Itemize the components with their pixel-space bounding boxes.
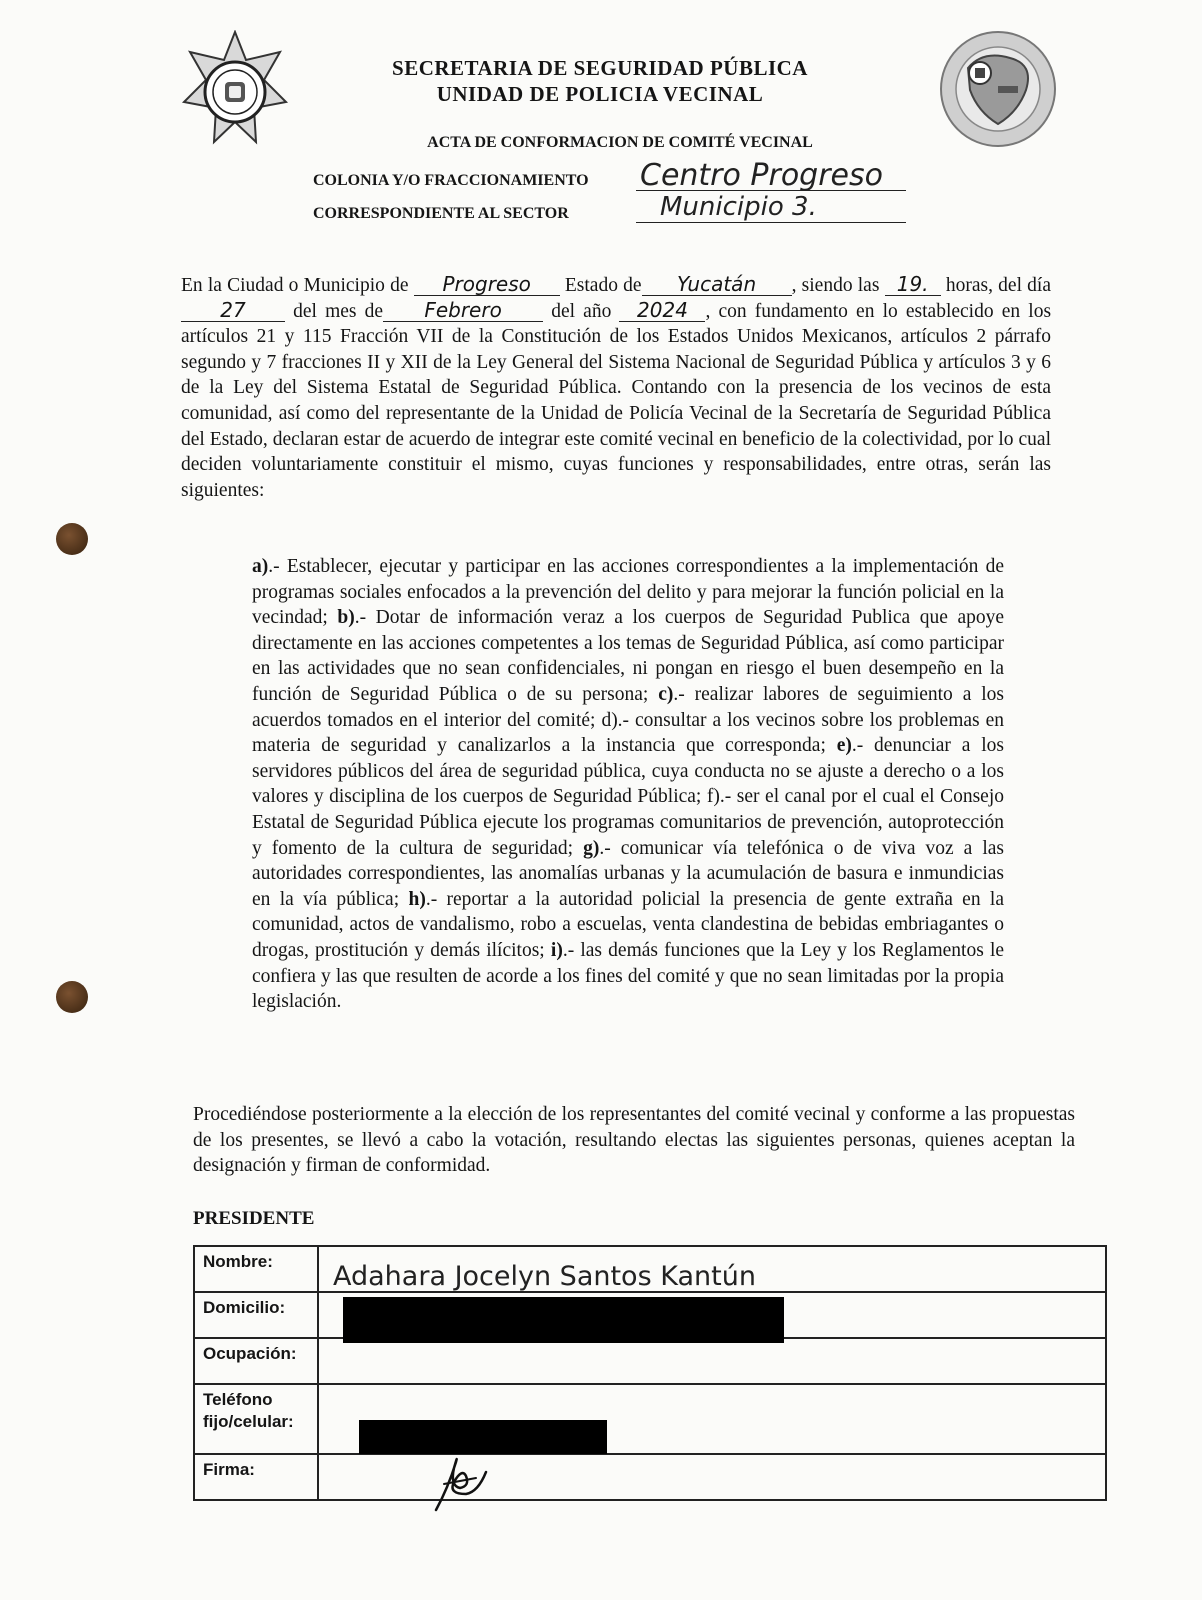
punch-hole-top: [56, 523, 88, 555]
election-paragraph: Procediéndose posteriormente a la elección de los representantes del comité vecinal y conforme a las propuestas de los presentes, se llevó a cabo la votación, resultando electas las siguientes personas, quienes aceptan la designación y firman de conformidad.: [193, 1104, 1075, 1177]
president-heading: PRESIDENTE: [193, 1208, 315, 1229]
star-badge-icon: [180, 30, 290, 155]
telefono-row: [194, 1384, 1106, 1454]
nombre-label: Nombre:: [194, 1246, 318, 1292]
president-form-table: [193, 1245, 1107, 1501]
function-b-mark: b): [337, 607, 355, 629]
function-h-mark: h): [408, 888, 426, 910]
domicilio-label: Domicilio:: [194, 1292, 318, 1338]
nombre-cell: [318, 1246, 1106, 1292]
domicilio-redaction: [343, 1297, 784, 1343]
intro-text-2: Estado de: [564, 275, 642, 296]
firma-label: Firma:: [194, 1454, 318, 1500]
sector-underline: [636, 222, 906, 223]
function-f: f).- ser el canal por el cual el Consejo Estatal de Seguridad Pública ejecute los programas comunitarios de prevención, autoprotección y fomento de la cultura de seguridad;: [252, 786, 1004, 859]
functions-list: [252, 554, 1004, 1015]
dia-value: 27: [181, 299, 285, 322]
municipio-value: Progreso: [414, 273, 560, 296]
ocupacion-row: [194, 1338, 1106, 1384]
function-g-mark: g): [583, 837, 600, 859]
signature-icon: [426, 1448, 496, 1520]
ocupacion-cell: [318, 1338, 1106, 1384]
sector-label: CORRESPONDIENTE AL SECTOR: [313, 205, 569, 222]
punch-hole-bottom: [56, 981, 88, 1013]
intro-text-5: del mes de: [293, 300, 384, 322]
intro-text-7: , con fundamento en lo establecido en los artículos 21 y 115 Fracción VII de la Constitución de los Estados Unidos Mexicanos, artículos 2 párrafo segundo y 7 fracciones II y XII de la Ley General del Sistema Nacional de Seguridad Pública y artículos 3 y 6 de la Ley del Sistema Estatal de Seguridad Pública. Contando con la presencia de los vecinos de esta comunidad, así como del representante de la Unidad de Policía Vecinal de la Secretaría de Seguridad Pública del Estado, declaran estar de acuerdo de integrar este comité vecinal en beneficio de la colectividad, por lo cual deciden voluntariamente constituir el mismo, cuyas funciones y responsabilidades, entre otras, serán las siguientes:: [181, 300, 1052, 501]
function-a-mark: a): [252, 556, 269, 577]
function-h: .- reportar a la autoridad policial la presencia de gente extraña en la comunidad, actos de vandalismo, robo a escuelas, venta clandestina de bebidas embriagantes o drogas, prostitución y demás ilícitos;: [252, 888, 1004, 961]
ocupacion-label: Ocupación:: [194, 1338, 318, 1384]
mes-value: Febrero: [383, 299, 543, 322]
header-title-line1: SECRETARIA DE SEGURIDAD PÚBLICA: [392, 56, 808, 80]
firma-row: [194, 1454, 1106, 1500]
function-b: .- Dotar de información veraz a los cuerpos de Seguridad Publica que apoye directamente en las acciones competentes a los temas de Seguridad Pública, así como participar en las actividades que no sean confidenciales, ni pongan en riesgo el buen desempeño en la función de Seguridad Pública o de su persona;: [252, 607, 1004, 705]
header-title-line2: UNIDAD DE POLICIA VECINAL: [436, 82, 764, 106]
function-c-mark: c): [658, 683, 674, 705]
telefono-label: [194, 1384, 318, 1454]
estado-value: Yucatán: [642, 273, 792, 296]
function-e-mark: e): [836, 735, 852, 757]
hora-value: 19.: [885, 273, 941, 296]
anio-value: 2024: [619, 299, 705, 322]
function-i-mark: i): [550, 939, 563, 961]
colonia-label: COLONIA Y/O FRACCIONAMIENTO: [313, 172, 589, 189]
function-a: .- Establecer, ejecutar y participar en las acciones correspondientes a la implementación de programas sociales enfocados a la prevención del delito y para mejorar la función policial en la vecindad;: [252, 556, 1004, 629]
intro-text-3: , siendo las: [791, 275, 880, 296]
telefono-label-line2: fijo/celular:: [203, 1412, 294, 1431]
colonia-value: Centro Progreso: [640, 158, 884, 193]
nombre-row: [194, 1246, 1106, 1292]
function-e: .- denunciar a los servidores públicos del área de seguridad pública, cuya conducta no se ajuste a derecho o a los valores y disciplina de los cuerpos de Seguridad Pública;: [252, 735, 1004, 808]
acta-title: ACTA DE CONFORMACION DE COMITÉ VECINAL: [427, 134, 813, 151]
function-i: .- las demás funciones que la Ley y los Reglamentos le confiera y las que resulten de acorde a los fines del comité y que no sean limitadas por la propia legislación.: [252, 939, 1005, 1013]
intro-text-6: del año: [551, 300, 612, 322]
intro-text-1: En la Ciudad o Municipio de: [181, 275, 409, 296]
intro-paragraph: [181, 273, 1051, 503]
sector-value: Municipio 3.: [660, 192, 817, 222]
function-g: .- comunicar vía telefónica o de viva voz a las autoridades correspondientes, las anomalías urbanas y la acumulación de basura e inmundicias en la vía pública;: [252, 837, 1004, 910]
telefono-label-line1: Teléfono: [203, 1390, 273, 1409]
function-d: d).- consultar a los vecinos sobre los problemas en materia de seguridad y canalizarlos a la instancia que corresponda;: [252, 709, 1004, 757]
function-c: .- realizar labores de seguimiento a los acuerdos tomados en el interior del comité;: [252, 683, 1004, 731]
intro-text-4: horas, del día: [945, 275, 1052, 296]
nombre-value: Adahara Jocelyn Santos Kantún: [333, 1261, 756, 1292]
state-council-seal-icon: [938, 28, 1058, 150]
